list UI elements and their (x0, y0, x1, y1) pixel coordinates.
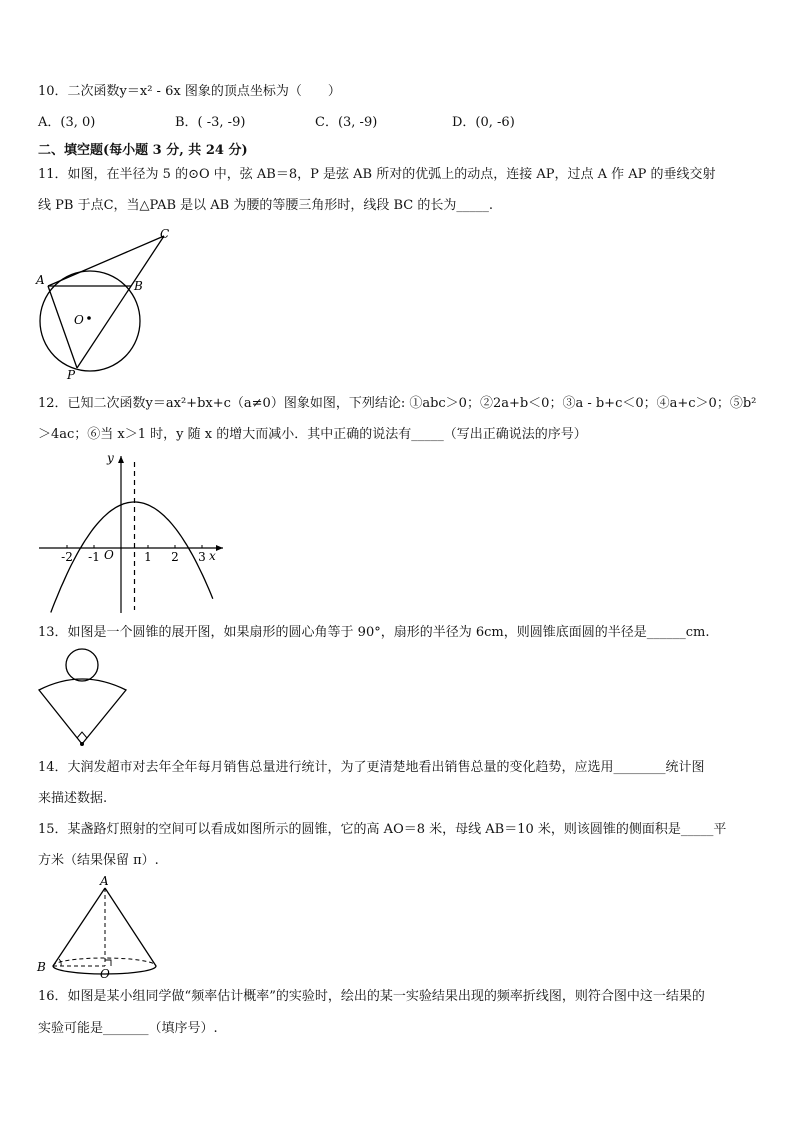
q11-label-o: O (74, 313, 84, 327)
q10-option-a: A．(3, 0) (38, 115, 96, 130)
q12-parabola (51, 502, 213, 613)
q12-chart (35, 450, 225, 615)
q12-line2: ＞4ac；⑥当 x＞1 时，y 随 x 的增大而减小．其中正确的说法有_____（写出正确说法的序号） (38, 427, 587, 442)
q11-line2: 线 PB 于点C，当△PAB 是以 AB 为腰的等腰三角形时，线段 BC 的长为_____. (38, 198, 493, 213)
q11-ray-pc (77, 236, 164, 368)
q12-x-arrow-icon (216, 545, 223, 551)
q13-sector (39, 679, 126, 744)
q16-line1: 16．如图是某小组同学做“频率估计概率”的实验时，绘出的某一实验结果出现的频率折线图，则符合图中这一结果的 (38, 989, 705, 1004)
q11-label-b: B (134, 279, 143, 293)
q12-y-label: y (107, 451, 114, 465)
q11-segment-ap (48, 286, 77, 368)
q11-label-p: P (67, 368, 76, 382)
q12-origin-label: O (104, 548, 114, 562)
q15-line1: 15．某盏路灯照射的空间可以看成如图所示的圆锥，它的高 AO＝8 米，母线 AB＝10 米，则该圆锥的侧面积是_____平 (38, 822, 727, 837)
q10-option-b: B．( -3, -9) (175, 115, 246, 130)
q15-line2: 方米（结果保留 π）. (38, 853, 159, 868)
q10-option-c: C．(3, -9) (315, 115, 378, 130)
q13-right-angle-mark (77, 732, 87, 738)
q12-x-label: x (209, 549, 216, 563)
q11-figure (30, 226, 180, 382)
q15-label-o: O (100, 967, 110, 980)
q15-slant-ab (53, 888, 105, 966)
section-heading: 二、填空题(每小题 3 分, 共 24 分) (38, 143, 248, 158)
q12-y-arrow-icon (118, 456, 124, 463)
q16-line2: 实验可能是_______（填序号）. (38, 1021, 218, 1036)
q11-line1: 11．如图，在半径为 5 的⊙O 中，弦 AB＝8，P 是弦 AB 所对的优弧上的动点，连接 AP，过点 A 作 AP 的垂线交射 (38, 167, 716, 182)
q11-label-a: A (36, 273, 45, 287)
q14-line2: 来描述数据. (38, 791, 108, 806)
q12-tick-label: 3 (198, 550, 206, 564)
q10-text: 10．二次函数y＝x² - 6x 图象的顶点坐标为（ ） (38, 84, 341, 99)
q13-text: 13．如图是一个圆锥的展开图，如果扇形的圆心角等于 90°，扇形的半径为 6cm，则圆锥底面圆的半径是______cm. (38, 625, 710, 640)
q13-base-circle (66, 649, 98, 681)
q15-label-b: B (37, 960, 46, 974)
q13-figure (36, 648, 136, 750)
q11-label-c: C (160, 227, 170, 241)
q13-vertex-dot (80, 742, 84, 746)
q12-tick-label: -1 (88, 550, 100, 564)
q12-line1: 12．已知二次函数y＝ax²+bx+c（a≠0）图象如图，下列结论: ①abc＞0；②2a+b＜0；③a - b+c＜0；④a+c＞0；⑤b² (38, 396, 757, 411)
q15-right-angle-mark (105, 960, 111, 966)
q11-center-dot (87, 316, 91, 320)
q14-line1: 14．大润发超市对去年全年每月销售总量进行统计，为了更清楚地看出销售总量的变化趋势，应选用________统计图 (38, 760, 705, 775)
q11-segment-ac (48, 236, 164, 286)
q12-tick-label: -2 (61, 550, 73, 564)
q12-tick-label: 1 (144, 550, 152, 564)
q15-figure (34, 874, 160, 980)
q15-slant-right (105, 888, 156, 966)
q15-label-a: A (100, 874, 109, 888)
q10-option-d: D．(0, -6) (452, 115, 515, 130)
q12-tick-label: 2 (171, 550, 179, 564)
